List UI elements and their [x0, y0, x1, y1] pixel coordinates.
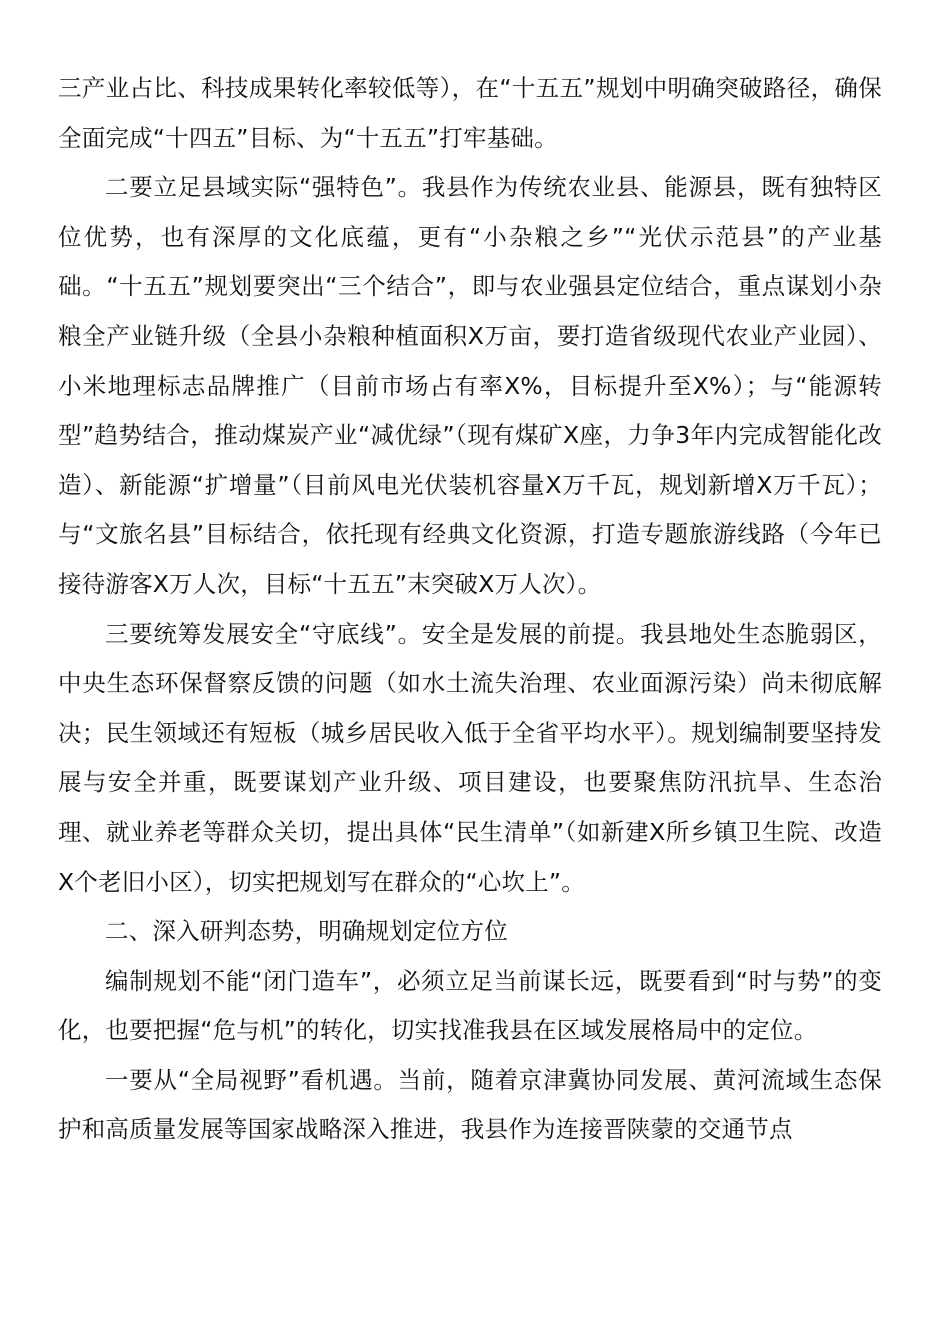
paragraph-intro: 编制规划不能“闭门造车”，必须立足当前谋长远，既要看到“时与势”的变化，也要把握“危与机”的转化，切实找准我县在区域发展格局中的定位。 [58, 966, 882, 1045]
paragraph-opportunity: 一要从“全局视野”看机遇。当前，随着京津冀协同发展、黄河流域生态保护和高质量发展等国家战略深入推进，我县作为连接晋陕蒙的交通节点 [58, 1065, 882, 1144]
section-heading: 二、深入研判态势，明确规划定位方位 [105, 917, 508, 946]
paragraph-characteristics: 二要立足县域实际“强特色”。我县作为传统农业县、能源县，既有独特区位优势，也有深厚的文化底蕴，更有“小杂粮之乡”“光伏示范县”的产业基础。“十五五”规划要突出“三个结合”，即与农业强县定位结合，重点谋划小杂粮全产业链升级（全县小杂粮种植面积X万亩，要打造省级现代农业产业园）、小米地理标志品牌推广（目前市场占有率X%，目标提升至X%）；与“能源转型”趋势结合，推动煤炭产业“减优绿”（现有煤矿X座，力争3年内完成智能化改造）、新能源“扩增量”（目前风电光伏装机容量X万千瓦，规划新增X万千瓦）；与“文旅名县”目标结合，依托现有经典文化资源，打造专题旅游线路（今年已接待游客X万人次，目标“十五五”末突破X万人次）。 [58, 173, 882, 598]
paragraph-continuation: 三产业占比、科技成果转化率较低等），在“十五五”规划中明确突破路径，确保全面完成“十四五”目标、为“十五五”打牢基础。 [58, 74, 882, 152]
paragraph-safety: 三要统筹发展安全“守底线”。安全是发展的前提。我县地处生态脆弱区，中央生态环保督察反馈的问题（如水土流失治理、农业面源污染）尚未彻底解决；民生领域还有短板（城乡居民收入低于全省平均水平）。规划编制要坚持发展与安全并重，既要谋划产业升级、项目建设，也要聚焦防汛抗旱、生态治理、就业养老等群众关切，提出具体“民生清单”（如新建X所乡镇卫生院、改造X个老旧小区），切实把规划写在群众的“心坎上”。 [58, 619, 882, 896]
document-page [58, 64, 882, 1155]
